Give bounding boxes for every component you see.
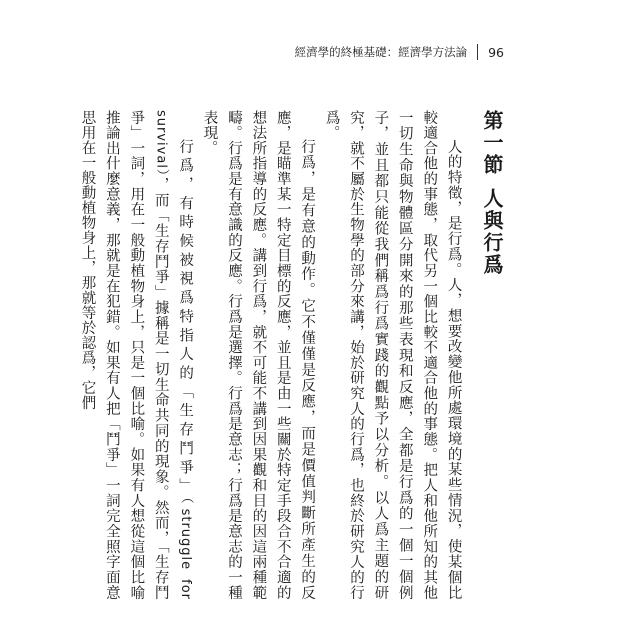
paragraph-3-part-2: ，而「生存鬥爭」據稱是一切生命共同的現象。然而，「生存鬥爭」一詞，用在一般動植物身上，只是一個比喻。如果有人想從這個比喻推論出什麼意義，那就是在犯錯。如果有人把「鬥爭」一詞完全照字面意思用在一般動植物身上，那就等於認爲，它們 [79, 110, 169, 601]
section-number: 第一節 [480, 110, 504, 176]
paragraph-2: 行爲，是有意的動作。它不僅僅是反應，而是價值判斷所產生的反應，是瞄準某一特定目標的反應，並且是由一些關於特定手段合不合適的想法所指導的反應。講到行爲，就不可能不講到因果觀和目的因這兩種範疇。行爲是有意識的反應。行爲是選擇。行爲是意志；行爲是意志的一種表現。 [201, 110, 316, 600]
running-header [295, 44, 504, 60]
section-title: 人與行爲 [480, 188, 504, 276]
paragraph-3 [75, 110, 197, 600]
vertical-body-text [75, 110, 504, 600]
paragraph-1: 人的特徵，是行爲。人，想要改變他所處環境的某些情況，使某個比較適合他的事態，取代另一個比較不適合他的事態。把人和他所知的其他一切生命與物體區分開來的那些表現和反應，全都是行爲的一個一個例子，並且都只能從我們稱爲行爲實踐的觀點予以分析。以人爲主題的研究，就不屬於生物學的部分來講，始於研究人的行爲，也終於研究人的行爲。 [323, 110, 462, 600]
header-divider [477, 44, 478, 60]
paragraph-3-latin-term: （struggle for survival） [153, 110, 194, 601]
section-heading [480, 110, 504, 600]
page-number: 96 [488, 44, 504, 60]
running-title: 經濟學的終極基礎：經濟學方法論 [294, 45, 468, 59]
paragraph-3-part-1: 行爲，有時候被視爲特指人的「生存鬥爭」 [177, 139, 194, 498]
